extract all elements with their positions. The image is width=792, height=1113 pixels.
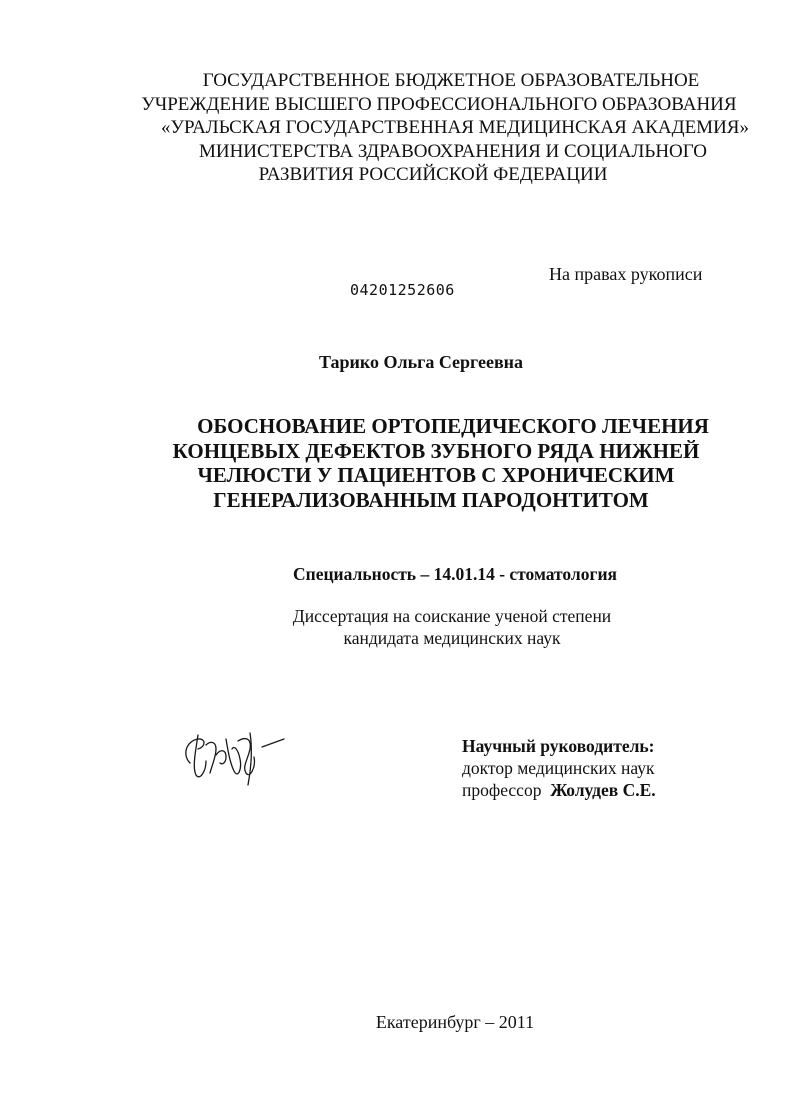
specialty: Специальность – 14.01.14 - стоматология (292, 564, 617, 584)
scientific-advisor (462, 735, 656, 801)
advisor-rank-line (462, 779, 656, 801)
title-line: ЧЕЛЮСТИ У ПАЦИЕНТОВ С ХРОНИЧЕСКИМ (197, 463, 675, 487)
author-name: Тарико Ольга Сергеевна (318, 352, 524, 372)
institution-line: ГОСУДАРСТВЕННОЕ БЮДЖЕТНОЕ ОБРАЗОВАТЕЛЬНОЕ (202, 70, 700, 91)
advisor-name: Жолудев С.Е. (550, 780, 656, 800)
institution-line: «УРАЛЬСКАЯ ГОСУДАРСТВЕННАЯ МЕДИЦИНСКАЯ АКАДЕМИЯ» (161, 117, 749, 139)
handwritten-signature (176, 715, 296, 795)
degree-line: кандидата медицинских наук (343, 628, 561, 648)
title-line: ГЕНЕРАЛИЗОВАННЫМ ПАРОДОНТИТОМ (213, 487, 649, 512)
institution-header (0, 69, 792, 187)
manuscript-rights-note: На правах рукописи (549, 264, 703, 284)
institution-line: УЧРЕЖДЕНИЕ ВЫСШЕГО ПРОФЕССИОНАЛЬНОГО ОБРАЗОВАНИЯ (141, 93, 737, 115)
title-line: ОБОСНОВАНИЕ ОРТОПЕДИЧЕСКОГО ЛЕЧЕНИЯ (197, 414, 709, 438)
degree-statement (0, 605, 792, 649)
registration-number: 04201252606 (350, 281, 455, 299)
dissertation-title (0, 414, 792, 512)
title-line: КОНЦЕВЫХ ДЕФЕКТОВ ЗУБНОГО РЯДА НИЖНЕЙ (172, 438, 700, 463)
institution-line: РАЗВИТИЯ РОССИЙСКОЙ ФЕДЕРАЦИИ (258, 164, 608, 186)
institution-line: МИНИСТЕРСТВА ЗДРАВООХРАНЕНИЯ И СОЦИАЛЬНОГО (198, 140, 708, 162)
advisor-degree: доктор медицинских наук (462, 758, 655, 778)
degree-line: Диссертация на соискание ученой степени (292, 606, 612, 626)
city-year: Екатеринбург – 2011 (375, 1012, 535, 1032)
advisor-heading: Научный руководитель: (462, 736, 655, 756)
advisor-rank: профессор (462, 780, 542, 800)
